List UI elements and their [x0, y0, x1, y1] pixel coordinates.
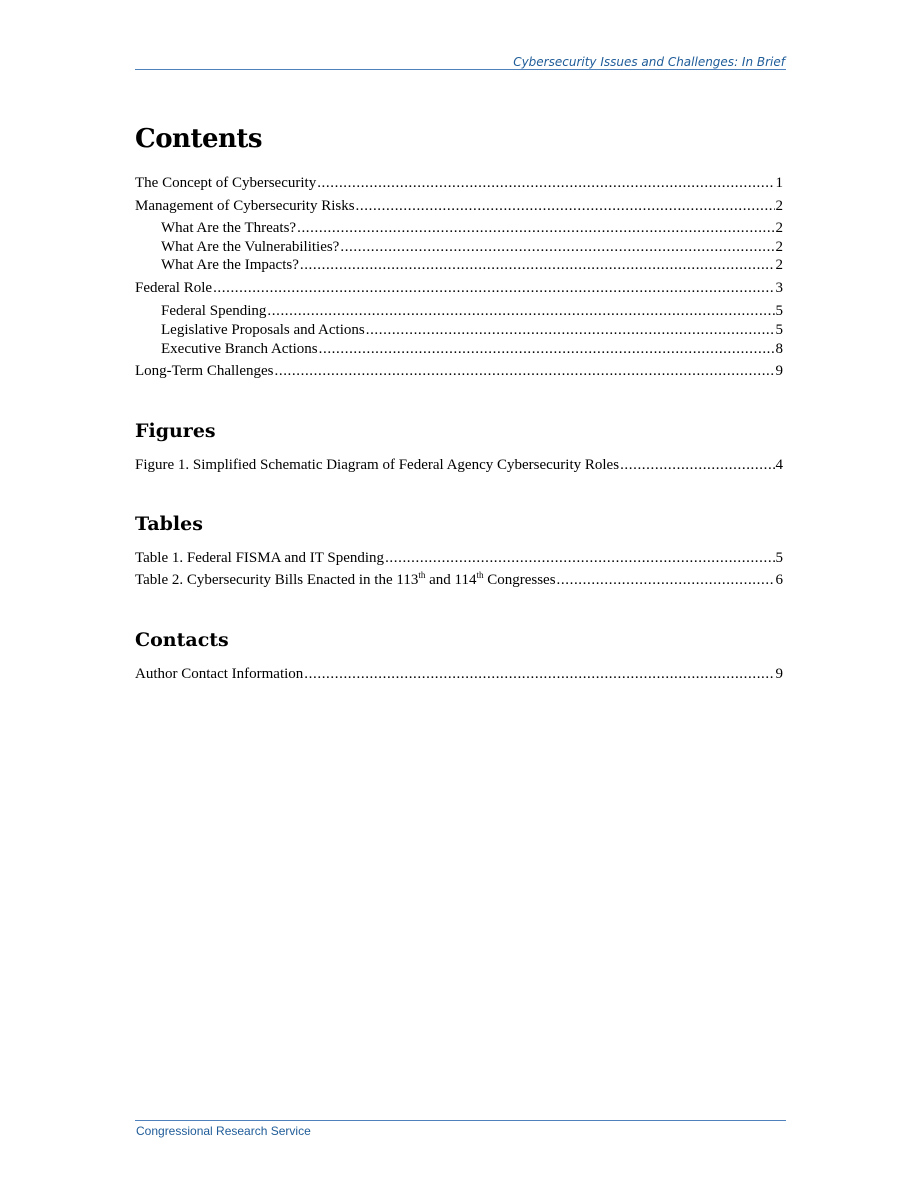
table-entry[interactable]	[135, 571, 783, 590]
toc-entry-label: Author Contact Information	[135, 666, 304, 682]
toc-entry-label: What Are the Vulnerabilities?	[161, 239, 340, 255]
toc-entry[interactable]	[135, 362, 783, 381]
dot-leader	[319, 340, 775, 359]
toc-entry[interactable]	[135, 279, 783, 298]
dot-leader	[356, 197, 775, 216]
contents-heading: Contents	[135, 124, 263, 154]
label-part: and 114	[425, 572, 477, 588]
table-entry[interactable]	[135, 549, 783, 568]
contacts-heading: Contacts	[135, 629, 229, 651]
dot-leader	[297, 219, 774, 238]
label-part: Table 2. Cybersecurity Bills Enacted in the 113	[135, 572, 419, 588]
toc-entry-label: Executive Branch Actions	[161, 341, 318, 357]
toc-entry-label: Long-Term Challenges	[135, 363, 274, 379]
toc-entry-page: 8	[775, 341, 783, 357]
toc-subentry[interactable]	[161, 219, 783, 238]
header-rule	[135, 69, 786, 70]
toc-entry-page: 2	[775, 257, 783, 273]
running-header-title: Cybersecurity Issues and Challenges: In Brief	[513, 55, 785, 69]
dot-leader	[557, 571, 775, 590]
toc-entry-label	[135, 571, 556, 590]
toc-entry[interactable]	[135, 197, 783, 216]
toc-entry-label: Legislative Proposals and Actions	[161, 322, 365, 338]
dot-leader	[385, 549, 774, 568]
ordinal-suffix: th	[418, 570, 426, 580]
toc-entry-label: Management of Cybersecurity Risks	[135, 198, 355, 214]
ordinal-suffix: th	[476, 570, 484, 580]
toc-subentry[interactable]	[161, 256, 783, 275]
dot-leader	[300, 256, 775, 275]
dot-leader	[267, 302, 774, 321]
dot-leader	[275, 362, 775, 381]
figures-heading: Figures	[135, 420, 216, 442]
toc-entry-page: 5	[775, 322, 783, 338]
contact-entry[interactable]	[135, 665, 783, 684]
dot-leader	[620, 456, 774, 475]
toc-entry-page: 9	[775, 363, 783, 379]
toc-entry-page: 4	[775, 457, 783, 473]
dot-leader	[340, 238, 774, 257]
toc-entry-page: 6	[775, 572, 783, 588]
dot-leader	[317, 174, 774, 193]
dot-leader	[213, 279, 774, 298]
footer-organization: Congressional Research Service	[136, 1124, 311, 1138]
figure-entry[interactable]	[135, 456, 783, 475]
toc-subentry[interactable]	[161, 302, 783, 321]
toc-subentry[interactable]	[161, 321, 783, 340]
dot-leader	[366, 321, 775, 340]
toc-entry-page: 3	[775, 280, 783, 296]
toc-entry-page: 1	[775, 175, 783, 191]
toc-entry-page: 2	[775, 220, 783, 236]
toc-entry-page: 2	[775, 239, 783, 255]
toc-entry-label: Table 1. Federal FISMA and IT Spending	[135, 550, 385, 566]
toc-subentry[interactable]	[161, 340, 783, 359]
toc-entry-page: 5	[775, 550, 783, 566]
toc-entry-label: Figure 1. Simplified Schematic Diagram of Federal Agency Cybersecurity Roles	[135, 457, 620, 473]
toc-entry-label: What Are the Impacts?	[161, 257, 299, 273]
toc-entry-page: 9	[775, 666, 783, 682]
toc-entry-label: Federal Spending	[161, 303, 267, 319]
tables-heading: Tables	[135, 513, 203, 535]
dot-leader	[304, 665, 774, 684]
toc-subentry[interactable]	[161, 238, 783, 257]
toc-entry-label: Federal Role	[135, 280, 213, 296]
toc-entry-label: What Are the Threats?	[161, 220, 297, 236]
toc-entry-page: 2	[775, 198, 783, 214]
toc-entry-label: The Concept of Cybersecurity	[135, 175, 317, 191]
toc-entry-page: 5	[775, 303, 783, 319]
label-part: Congresses	[483, 572, 556, 588]
toc-entry[interactable]	[135, 174, 783, 193]
footer-rule	[135, 1120, 786, 1121]
